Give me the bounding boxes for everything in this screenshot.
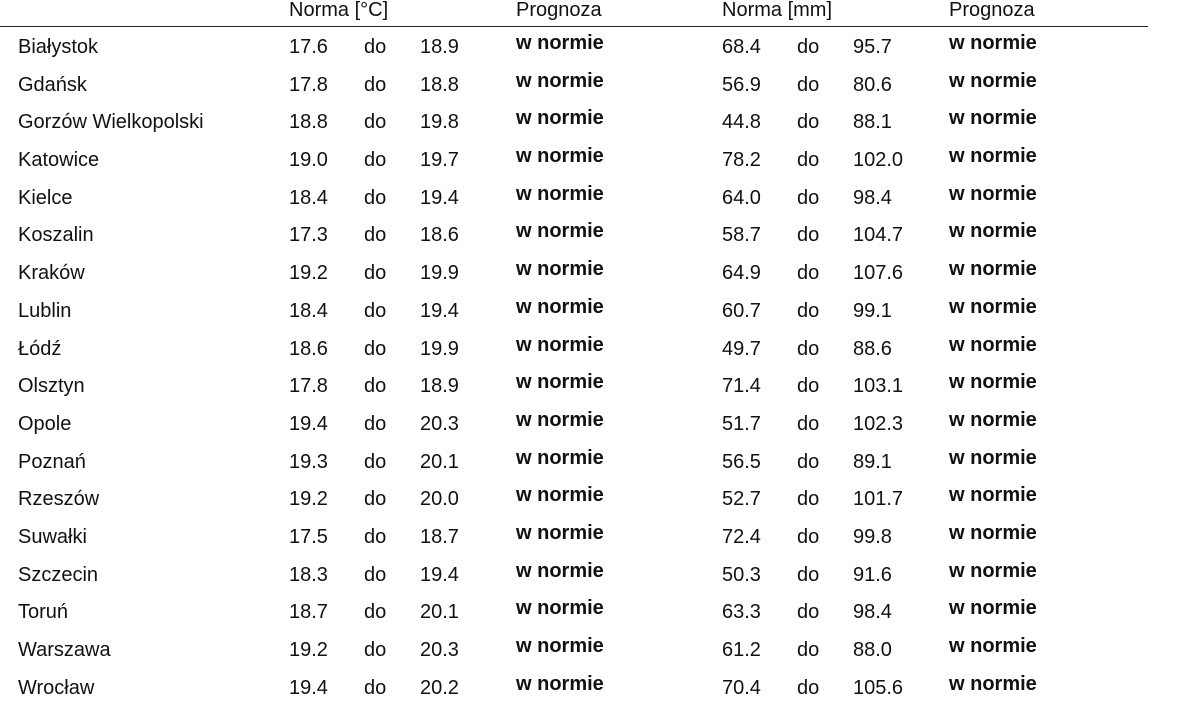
temperature-norm-max: 20.2 bbox=[420, 676, 459, 699]
city-name: Białystok bbox=[18, 36, 99, 58]
table-row bbox=[0, 518, 1148, 556]
temperature-norm-min: 19.3 bbox=[289, 450, 328, 473]
temperature-forecast: w normie bbox=[516, 521, 604, 544]
temperature-range-separator: do bbox=[364, 488, 387, 511]
precipitation-range-separator: do bbox=[797, 111, 820, 134]
temperature-forecast: w normie bbox=[516, 559, 604, 582]
precipitation-norm-max: 88.0 bbox=[853, 639, 892, 661]
temperature-norm-min: 19.0 bbox=[289, 149, 328, 172]
table-row bbox=[0, 330, 1148, 368]
table-row bbox=[0, 443, 1148, 481]
precipitation-norm-min: 71.4 bbox=[722, 375, 761, 398]
table-header bbox=[0, 0, 1148, 27]
temperature-range-separator: do bbox=[364, 149, 387, 172]
temperature-norm-max: 19.8 bbox=[420, 111, 459, 134]
precipitation-forecast: w normie bbox=[949, 107, 1037, 130]
temperature-range-separator: do bbox=[364, 224, 387, 247]
temperature-norm-max: 19.7 bbox=[420, 149, 459, 172]
temperature-forecast: w normie bbox=[516, 672, 604, 695]
precipitation-norm-min: 56.5 bbox=[722, 450, 761, 473]
temperature-forecast: w normie bbox=[516, 69, 604, 92]
precipitation-forecast: w normie bbox=[949, 371, 1037, 394]
precipitation-range-separator: do bbox=[797, 299, 820, 322]
temperature-norm-max: 19.4 bbox=[420, 563, 459, 586]
temperature-norm-min: 18.3 bbox=[289, 563, 328, 586]
temperature-norm-max: 20.0 bbox=[420, 488, 459, 511]
temperature-range-separator: do bbox=[364, 525, 387, 548]
precipitation-range-separator: do bbox=[797, 488, 820, 511]
city-name: Lublin bbox=[18, 299, 72, 322]
temperature-norm-min: 19.2 bbox=[289, 262, 328, 285]
temperature-forecast: w normie bbox=[516, 295, 604, 318]
precipitation-range-separator: do bbox=[797, 412, 820, 435]
precipitation-forecast: w normie bbox=[949, 69, 1037, 92]
precipitation-norm-min: 63.3 bbox=[722, 601, 761, 624]
precipitation-range-separator: do bbox=[797, 36, 820, 58]
precipitation-norm-max: 98.4 bbox=[853, 601, 892, 624]
precipitation-forecast: w normie bbox=[949, 446, 1037, 469]
precipitation-norm-max: 104.7 bbox=[853, 224, 904, 247]
temperature-norm-min: 18.4 bbox=[289, 299, 328, 322]
city-name: Gdańsk bbox=[18, 73, 87, 96]
precipitation-range-separator: do bbox=[797, 262, 820, 285]
temperature-norm-min: 18.7 bbox=[289, 601, 328, 624]
table-body bbox=[0, 28, 1148, 706]
temperature-norm-min: 18.8 bbox=[289, 111, 328, 134]
precipitation-norm-max: 99.1 bbox=[853, 299, 892, 322]
temperature-norm-max: 18.9 bbox=[420, 375, 459, 398]
precipitation-range-separator: do bbox=[797, 224, 820, 247]
city-name: Kraków bbox=[18, 262, 85, 285]
precipitation-forecast: w normie bbox=[949, 333, 1037, 356]
temperature-range-separator: do bbox=[364, 639, 387, 661]
temperature-norm-max: 19.4 bbox=[420, 186, 459, 209]
temperature-norm-min: 17.3 bbox=[289, 224, 328, 247]
precipitation-forecast: w normie bbox=[949, 672, 1037, 695]
temperature-forecast: w normie bbox=[516, 333, 604, 356]
precipitation-norm-max: 91.6 bbox=[853, 563, 892, 586]
table-row bbox=[0, 631, 1148, 669]
temperature-range-separator: do bbox=[364, 262, 387, 285]
temperature-range-separator: do bbox=[364, 186, 387, 209]
precipitation-range-separator: do bbox=[797, 525, 820, 548]
table-row bbox=[0, 103, 1148, 141]
precipitation-norm-min: 60.7 bbox=[722, 299, 761, 322]
precipitation-norm-min: 68.4 bbox=[722, 36, 761, 58]
precipitation-norm-max: 102.3 bbox=[853, 412, 904, 435]
temperature-forecast: w normie bbox=[516, 107, 604, 130]
precipitation-norm-max: 88.6 bbox=[853, 337, 892, 360]
precipitation-forecast: w normie bbox=[949, 220, 1037, 243]
temperature-forecast: w normie bbox=[516, 220, 604, 243]
temperature-range-separator: do bbox=[364, 450, 387, 473]
table-row bbox=[0, 28, 1148, 66]
temperature-forecast: w normie bbox=[516, 446, 604, 469]
precipitation-forecast: w normie bbox=[949, 408, 1037, 431]
precipitation-forecast: w normie bbox=[949, 521, 1037, 544]
city-name: Szczecin bbox=[18, 563, 99, 586]
temperature-forecast: w normie bbox=[516, 32, 604, 54]
precipitation-range-separator: do bbox=[797, 601, 820, 624]
precipitation-norm-min: 78.2 bbox=[722, 149, 761, 172]
precipitation-norm-max: 103.1 bbox=[853, 375, 904, 398]
table-row bbox=[0, 556, 1148, 594]
city-name: Katowice bbox=[18, 149, 100, 172]
precipitation-norm-min: 64.9 bbox=[722, 262, 761, 285]
temperature-norm-max: 19.9 bbox=[420, 337, 459, 360]
precipitation-forecast: w normie bbox=[949, 295, 1037, 318]
city-name: Wrocław bbox=[18, 676, 95, 699]
city-name: Warszawa bbox=[18, 639, 111, 661]
table-row bbox=[0, 593, 1148, 631]
city-name: Rzeszów bbox=[18, 488, 100, 511]
temperature-forecast: w normie bbox=[516, 182, 604, 205]
temperature-norm-max: 20.1 bbox=[420, 601, 459, 624]
table-row bbox=[0, 367, 1148, 405]
city-name: Olsztyn bbox=[18, 375, 85, 398]
precipitation-norm-min: 56.9 bbox=[722, 73, 761, 96]
temperature-range-separator: do bbox=[364, 337, 387, 360]
precipitation-norm-min: 58.7 bbox=[722, 224, 761, 247]
city-name: Toruń bbox=[18, 601, 69, 624]
table-row bbox=[0, 66, 1148, 104]
precipitation-norm-max: 88.1 bbox=[853, 111, 892, 134]
precipitation-norm-min: 50.3 bbox=[722, 563, 761, 586]
city-name: Łódź bbox=[18, 337, 62, 360]
precipitation-norm-max: 95.7 bbox=[853, 36, 892, 58]
precipitation-forecast: w normie bbox=[949, 559, 1037, 582]
precipitation-range-separator: do bbox=[797, 149, 820, 172]
precipitation-norm-max: 102.0 bbox=[853, 149, 904, 172]
precipitation-range-separator: do bbox=[797, 639, 820, 661]
city-name: Kielce bbox=[18, 186, 73, 209]
temperature-forecast: w normie bbox=[516, 371, 604, 394]
temperature-forecast: w normie bbox=[516, 597, 604, 620]
precipitation-forecast: w normie bbox=[949, 597, 1037, 620]
precipitation-norm-min: 49.7 bbox=[722, 337, 761, 360]
precipitation-range-separator: do bbox=[797, 337, 820, 360]
temperature-norm-max: 20.1 bbox=[420, 450, 459, 473]
temperature-norm-min: 18.6 bbox=[289, 337, 328, 360]
precipitation-forecast: w normie bbox=[949, 32, 1037, 54]
temperature-norm-min: 19.4 bbox=[289, 412, 328, 435]
header-temperature-forecast: Prognoza bbox=[516, 0, 602, 21]
precipitation-norm-min: 61.2 bbox=[722, 639, 761, 661]
precipitation-norm-min: 52.7 bbox=[722, 488, 761, 511]
temperature-range-separator: do bbox=[364, 73, 387, 96]
temperature-norm-max: 19.4 bbox=[420, 299, 459, 322]
temperature-norm-min: 19.2 bbox=[289, 488, 328, 511]
temperature-range-separator: do bbox=[364, 375, 387, 398]
precipitation-range-separator: do bbox=[797, 676, 820, 699]
precipitation-range-separator: do bbox=[797, 563, 820, 586]
table-row bbox=[0, 405, 1148, 443]
temperature-forecast: w normie bbox=[516, 408, 604, 431]
table-row bbox=[0, 669, 1148, 706]
precipitation-norm-max: 80.6 bbox=[853, 73, 892, 96]
temperature-forecast: w normie bbox=[516, 258, 604, 281]
precipitation-forecast: w normie bbox=[949, 145, 1037, 168]
temperature-range-separator: do bbox=[364, 412, 387, 435]
temperature-range-separator: do bbox=[364, 299, 387, 322]
temperature-range-separator: do bbox=[364, 676, 387, 699]
precipitation-norm-min: 51.7 bbox=[722, 412, 761, 435]
temperature-range-separator: do bbox=[364, 111, 387, 134]
temperature-norm-max: 18.6 bbox=[420, 224, 459, 247]
temperature-norm-min: 19.4 bbox=[289, 676, 328, 699]
precipitation-forecast: w normie bbox=[949, 258, 1037, 281]
table-row bbox=[0, 179, 1148, 217]
precipitation-forecast: w normie bbox=[949, 635, 1037, 657]
precipitation-norm-min: 64.0 bbox=[722, 186, 761, 209]
table-row bbox=[0, 216, 1148, 254]
precipitation-range-separator: do bbox=[797, 450, 820, 473]
temperature-norm-min: 17.8 bbox=[289, 73, 328, 96]
precipitation-norm-min: 72.4 bbox=[722, 525, 761, 548]
city-name: Gorzów Wielkopolski bbox=[18, 111, 204, 134]
city-name: Suwałki bbox=[18, 525, 87, 548]
temperature-forecast: w normie bbox=[516, 145, 604, 168]
temperature-norm-max: 18.8 bbox=[420, 73, 459, 96]
temperature-norm-min: 17.8 bbox=[289, 375, 328, 398]
temperature-range-separator: do bbox=[364, 563, 387, 586]
temperature-norm-min: 19.2 bbox=[289, 639, 328, 661]
precipitation-norm-max: 101.7 bbox=[853, 488, 904, 511]
temperature-range-separator: do bbox=[364, 36, 387, 58]
precipitation-norm-max: 107.6 bbox=[853, 262, 904, 285]
precipitation-forecast: w normie bbox=[949, 484, 1037, 507]
city-name: Koszalin bbox=[18, 224, 94, 247]
table-row bbox=[0, 254, 1148, 292]
precipitation-norm-min: 70.4 bbox=[722, 676, 761, 699]
temperature-norm-max: 18.7 bbox=[420, 525, 459, 548]
temperature-forecast: w normie bbox=[516, 484, 604, 507]
temperature-forecast: w normie bbox=[516, 635, 604, 657]
table-row bbox=[0, 292, 1148, 330]
city-name: Opole bbox=[18, 412, 72, 435]
precipitation-range-separator: do bbox=[797, 186, 820, 209]
header-precipitation-norm: Norma [mm] bbox=[722, 0, 832, 21]
precipitation-norm-max: 89.1 bbox=[853, 450, 892, 473]
precipitation-norm-max: 99.8 bbox=[853, 525, 892, 548]
temperature-norm-max: 18.9 bbox=[420, 36, 459, 58]
temperature-norm-min: 17.5 bbox=[289, 525, 328, 548]
header-temperature-norm: Norma [°C] bbox=[289, 0, 389, 21]
precipitation-norm-max: 105.6 bbox=[853, 676, 904, 699]
temperature-norm-max: 19.9 bbox=[420, 262, 459, 285]
precipitation-norm-min: 44.8 bbox=[722, 111, 761, 134]
precipitation-range-separator: do bbox=[797, 375, 820, 398]
temperature-norm-min: 17.6 bbox=[289, 36, 328, 58]
city-name: Poznań bbox=[18, 450, 86, 473]
precipitation-forecast: w normie bbox=[949, 182, 1037, 205]
table-row bbox=[0, 480, 1148, 518]
precipitation-norm-max: 98.4 bbox=[853, 186, 892, 209]
temperature-norm-max: 20.3 bbox=[420, 639, 459, 661]
temperature-range-separator: do bbox=[364, 601, 387, 624]
temperature-norm-min: 18.4 bbox=[289, 186, 328, 209]
header-precipitation-forecast: Prognoza bbox=[949, 0, 1035, 21]
temperature-norm-max: 20.3 bbox=[420, 412, 459, 435]
precipitation-range-separator: do bbox=[797, 73, 820, 96]
table-row bbox=[0, 141, 1148, 179]
